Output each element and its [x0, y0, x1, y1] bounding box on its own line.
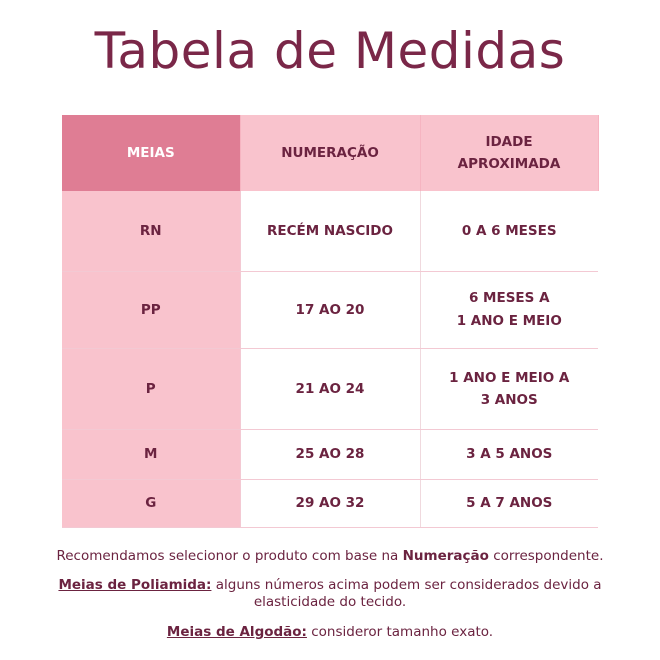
poliamida-text2: elasticidade do tecido. [253, 594, 407, 610]
poliamida-note [0, 577, 660, 611]
numeracao-cell: 29 AO 32 [240, 479, 420, 527]
header-meias: MEIAS [62, 115, 240, 191]
table-row [62, 191, 598, 271]
table-row [62, 348, 598, 429]
idade-line1: 1 ANO E MEIO A [449, 369, 570, 386]
page-title: Tabela de Medidas [94, 22, 566, 80]
header-numeracao: NUMERAÇÃO [240, 115, 420, 191]
idade-cell [420, 429, 598, 479]
size-cell: RN [62, 191, 240, 271]
algodao-text: consideror tamanho exato. [306, 624, 494, 640]
idade-line1: 0 A 6 MESES [461, 222, 557, 239]
idade-cell [420, 348, 598, 429]
idade-line2: 3 ANOS [480, 391, 538, 408]
idade-line1: 6 MESES A [468, 290, 550, 307]
size-cell: G [62, 479, 240, 527]
recommendation-note [0, 548, 660, 564]
table-row [62, 479, 598, 527]
header-idade-line2: APROXIMADA [457, 156, 561, 172]
idade-cell [420, 479, 598, 527]
numeracao-cell: 25 AO 28 [240, 429, 420, 479]
size-cell: P [62, 348, 240, 429]
poliamida-label: Meias de Poliamida: [58, 577, 212, 593]
idade-line2: 1 ANO E MEIO [456, 312, 562, 329]
idade-line1: 5 A 7 ANOS [466, 495, 553, 512]
poliamida-text: alguns números acima podem ser considerados devido a [211, 577, 602, 593]
table-row [62, 429, 598, 479]
table-row [62, 271, 598, 348]
size-cell: PP [62, 271, 240, 348]
size-cell: M [62, 429, 240, 479]
rec-suffix: correspondente. [488, 548, 604, 564]
rec-prefix: Recomendamos selecionor o produto com base na [56, 548, 403, 564]
idade-cell [420, 271, 598, 348]
idade-cell [420, 191, 598, 271]
numeracao-cell: RECÉM NASCIDO [240, 191, 420, 271]
table-header-row [62, 115, 598, 191]
algodao-label: Meias de Algodão: [166, 624, 307, 640]
header-idade-line1: IDADE [485, 133, 533, 150]
numeracao-cell: 17 AO 20 [240, 271, 420, 348]
algodao-note [0, 624, 660, 640]
rec-bold: Numeração [402, 548, 489, 564]
numeracao-cell: 21 AO 24 [240, 348, 420, 429]
header-idade [420, 115, 598, 191]
size-table [62, 115, 599, 528]
idade-line1: 3 A 5 ANOS [466, 446, 553, 463]
